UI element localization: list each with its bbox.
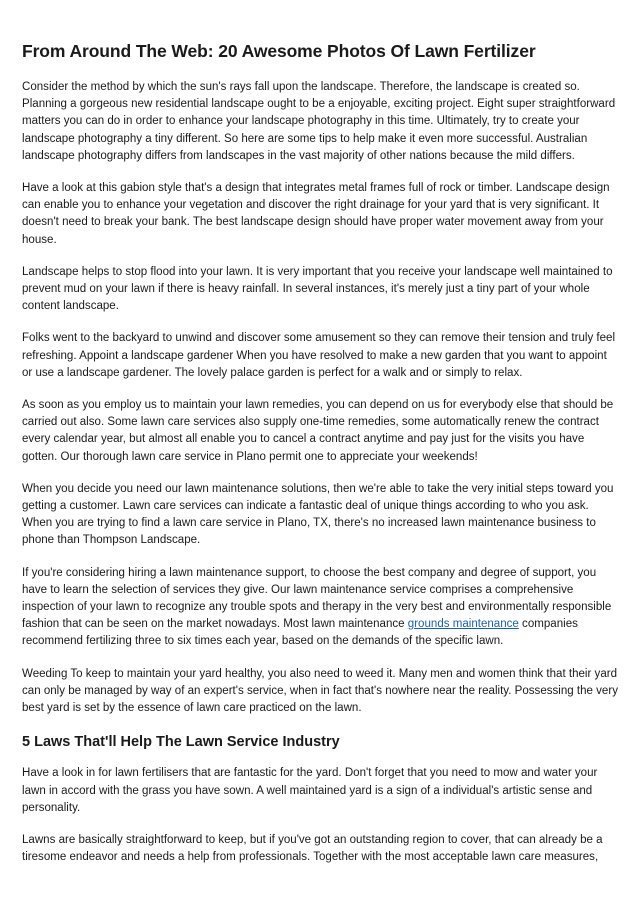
paragraph-2: Have a look at this gabion style that's a design that integrates metal frames full of rock or timber. Landscape design can enable you to enhance your vegetation and discover the right drainage for your yard that is very significant. It doesn't need to break your bank. The best landscape design should have proper water movement away from your house. bbox=[22, 182, 610, 246]
article-page bbox=[22, 40, 618, 881]
article-title: From Around The Web: 20 Awesome Photos Of Lawn Fertilizer bbox=[22, 41, 536, 61]
section-heading: 5 Laws That'll Help The Lawn Service Industry bbox=[22, 734, 340, 751]
paragraph-7 bbox=[22, 565, 618, 651]
paragraph-7-text-after: companies recommend fertilizing three to six times each year, based on the demands of the specific lawn. bbox=[22, 618, 578, 648]
paragraph-4: Folks went to the backyard to unwind and discover some amusement so they can remove their tension and truly feel refreshing. Appoint a landscape gardener When you have resolved to make a new garden that you want to appoint or use a landscape gardener. The lovely palace garden is perfect for a walk and or simply to relax. bbox=[22, 332, 616, 379]
paragraph-6: When you decide you need our lawn maintenance solutions, then we're able to take the very initial steps toward you getting a customer. Lawn care services can indicate a fantastic deal of unique things according to who you ask. When you are trying to find a lawn care service in Plano, TX, there's no increased lawn maintenance business to phone than Thompson Landscape. bbox=[22, 482, 614, 547]
grounds-maintenance-link[interactable]: grounds maintenance bbox=[407, 618, 519, 631]
paragraph-1: Consider the method by which the sun's rays fall upon the landscape. Therefore, the landscape is created so. Planning a gorgeous new residential landscape ought to be a enjoyable, exciting project. Eight super straightforward matters you can do in order to enhance your landscape photography in this time. Ultimately, try to create your landscape photography a tiny different. So here are some tips to help make it even more successful. Australian landscape photography differs from landscapes in the vast majority of other nations because the mild differs. bbox=[22, 81, 616, 162]
paragraph-7-text-before: If you're considering hiring a lawn maintenance support, to choose the best company and degree of support, you have to learn the selection of services they give. Our lawn maintenance service comprises a comprehensive inspection of your lawn to recognize any trouble spots and therapy in the very best and environmentally responsible fashion that can be seen on the market nowadays. Most lawn maintenance bbox=[22, 566, 612, 631]
paragraph-9: Have a look in for lawn fertilisers that are fantastic for the yard. Don't forget that you need to mow and water your lawn in accord with the grass you have sown. A well maintained yard is a sign of a individual's artistic sense and personality. bbox=[22, 767, 598, 814]
paragraph-5: As soon as you employ us to maintain your lawn remedies, you can depend on us for everybody else that should be carried out also. Some lawn care services also supply one-time remedies, some automatically renew the contract every calendar year, but almost all enable you to cancel a contract anytime and pay just for the visits you have gotten. Our thorough lawn care service in Plano permit one to appreciate your weekends! bbox=[22, 399, 614, 463]
paragraph-3: Landscape helps to stop flood into your lawn. It is very important that you receive your landscape well maintained to prevent mud on your lawn if there is heavy rainfall. In several instances, it's merely just a tiny part of your whole content landscape. bbox=[22, 265, 613, 313]
paragraph-10: Lawns are basically straightforward to keep, but if you've got an outstanding region to cover, that can already be a tiresome endeavor and needs a help from professionals. Together with the most acceptable lawn care measures, bbox=[22, 833, 603, 864]
paragraph-8: Weeding To keep to maintain your yard healthy, you also need to weed it. Many men and women think that their yard can only be managed by way of an expert's service, when in fact that's nowhere near the reality. Possessing the very best yard is set by the essence of lawn care practiced on the lawn. bbox=[22, 667, 618, 715]
